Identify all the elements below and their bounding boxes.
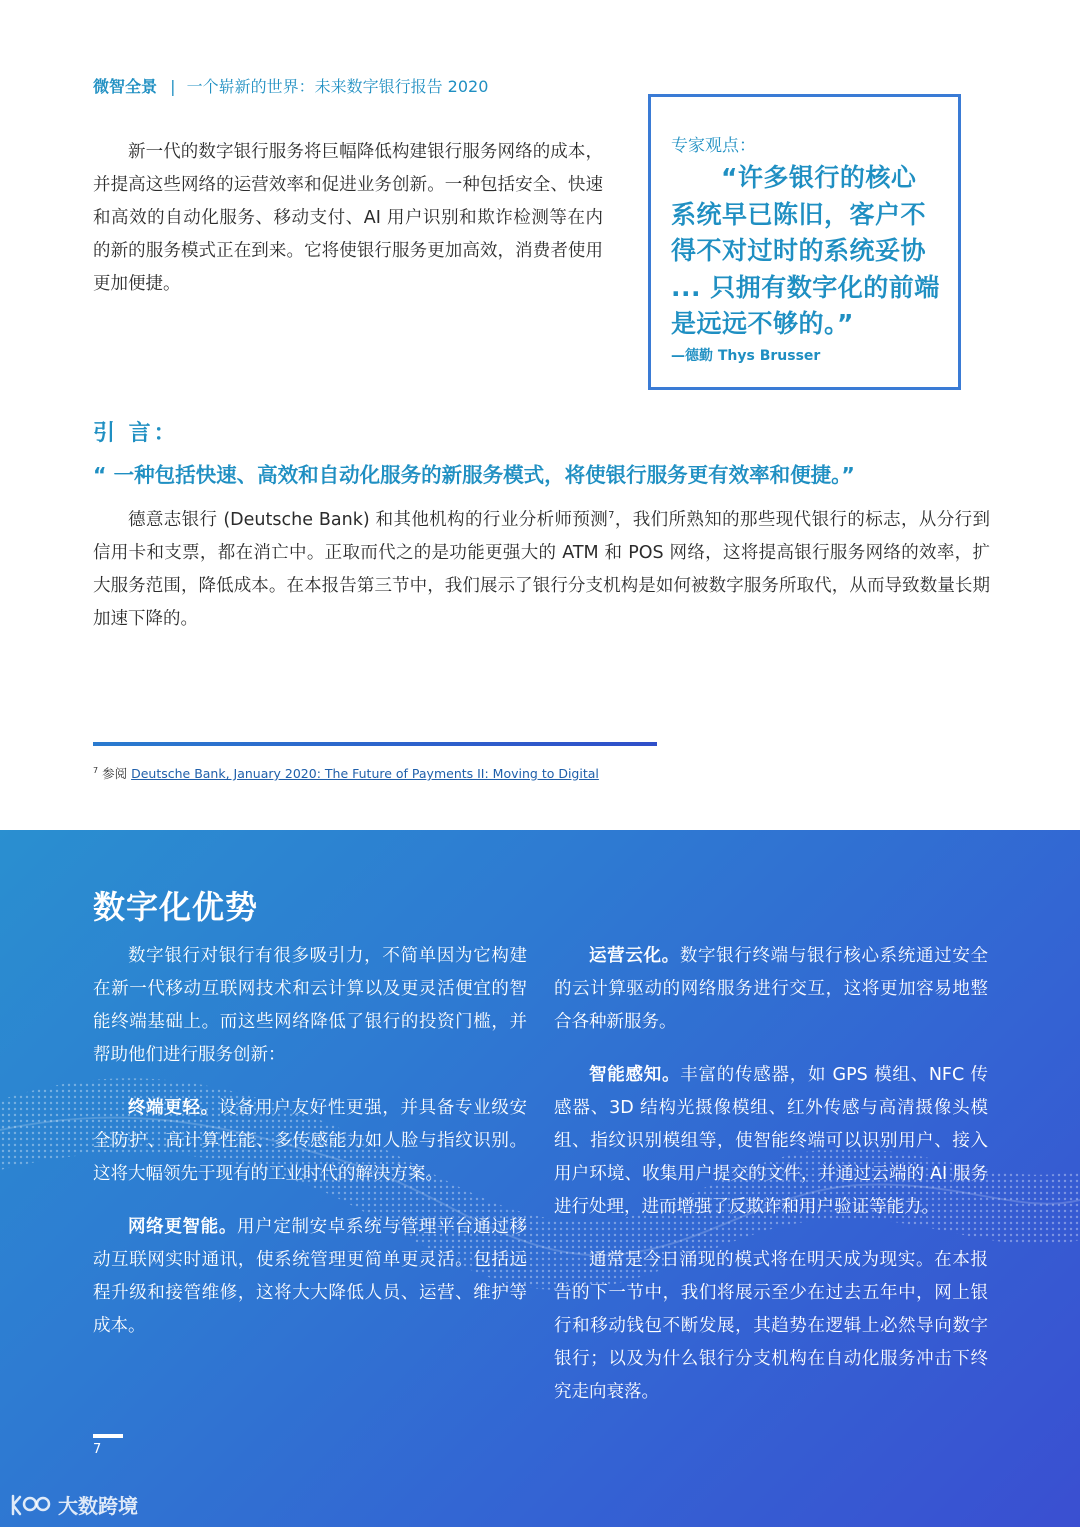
footnote-link[interactable]: Deutsche Bank, January 2020: The Future of Payments II: Moving to Digital [131,766,599,781]
item-cloud-ops [554,940,988,1039]
header-title: 一个崭新的世界：未来数字银行报告 2020 [186,77,489,96]
item-smart-sensing [554,1059,988,1224]
pull-quote: “ 一种包括快速、高效和自动化服务的新服务模式，将使银行服务更有效率和便捷。” [93,463,855,487]
item-lighter-terminal [93,1092,527,1191]
footnote-prefix: 参阅 [102,766,128,781]
introduction-body-part1: 德意志银行 (Deutsche Bank) 和其他机构的行业分析师预测 [128,510,609,530]
expert-quote: “许多银行的核心系统早已陈旧，客户不得不对过时的系统妥协 ... 只拥有数字化的前端是远远不够的。” [671,163,940,338]
page-number-mark [93,1434,123,1438]
digital-section-title: 数字化优势 [93,888,259,926]
footnote-ref[interactable]: 7 [608,510,615,522]
footnote [93,764,599,782]
item-lighter-terminal-title: 终端更轻。 [128,1098,219,1118]
digital-intro: 数字银行对银行有很多吸引力，不简单因为它构建在新一代移动互联网技术和云计算以及更灵活便宜的智能终端基础上。而这些网络降低了银行的投资门槛，并帮助他们进行服务创新： [93,946,527,1065]
header-brand: 微智全景 [93,77,158,96]
page-number: 7 [93,1442,102,1457]
digital-right-column [554,940,988,1429]
expert-author: —德勤 Thys Brusser [671,347,821,364]
intro-paragraph: 新一代的数字银行服务将巨幅降低构建银行服务网络的成本，并提高这些网络的运营效率和促进业务创新。一种包括安全、快速和高效的自动化服务、移动支付、AI 用户识别和欺诈检测等在内的新的服务模式正在到来。它将使银行服务更加高效，消费者使用更加便捷。 [93,142,603,294]
item-cloud-ops-title: 运营云化。 [589,946,680,966]
item-lighter-terminal-text: 设备用户友好性更强，并具备专业级安全防护、高计算性能、多传感能力如人脸与指纹识别。这将大幅领先于现有的工业时代的解决方案。 [93,1098,528,1184]
running-header [93,74,488,97]
closing-paragraph: 通常是今日涌现的模式将在明天成为现实。在本报告的下一节中，我们将展示至少在过去五年中，网上银行和移动钱包不断发展，其趋势在逻辑上必然导向数字银行；以及为什么银行分支机构在自动化服务冲击下终究走向衰落。 [554,1250,988,1402]
watermark [10,1490,138,1519]
kuajing-logo-icon [10,1492,52,1518]
footnote-number: 7 [93,765,99,775]
digital-left-column [93,940,527,1363]
item-cloud-ops-text: 数字银行终端与银行核心系统通过安全的云计算驱动的网络服务进行交互，这将更加容易地整合各种新服务。 [554,946,989,1032]
watermark-text: 大数跨境 [58,1494,138,1518]
introduction-body-part2: ，我们所熟知的那些现代银行的标志，从分行到信用卡和支票，都在消亡中。正取而代之的是功能更强大的 ATM 和 POS 网络，这将提高银行服务网络的效率，扩大服务范围，降低成本。在本报告第三节中，我们展示了银行分支机构是如何被数字服务所取代，从而导致数量长期加速下降的。 [93,510,990,629]
header-separator: | [170,77,176,96]
item-smarter-network [93,1211,527,1343]
item-smarter-network-text: 用户定制安卓系统与管理平台通过移动互联网实时通讯，使系统管理更简单更灵活。包括远程升级和接管维修，这将大大降低人员、运营、维护等成本。 [93,1217,527,1336]
item-smart-sensing-title: 智能感知。 [589,1065,681,1085]
introduction-body [93,504,990,636]
item-smart-sensing-text: 丰富的传感器，如 GPS 模组、NFC 传感器、3D 结构光摄像模组、红外传感与高清摄像头模组、指纹识别模组等，使智能终端可以识别用户、接入用户环境、收集用户提交的文件，并通过云端的 AI 服务进行处理，进而增强了反欺诈和用户验证等能力。 [554,1065,989,1217]
expert-quote-box [648,94,961,390]
footnote-divider [93,742,657,746]
item-smarter-network-title: 网络更智能。 [128,1217,237,1237]
expert-label: 专家观点： [671,136,756,156]
introduction-heading: 引 言： [93,421,179,446]
